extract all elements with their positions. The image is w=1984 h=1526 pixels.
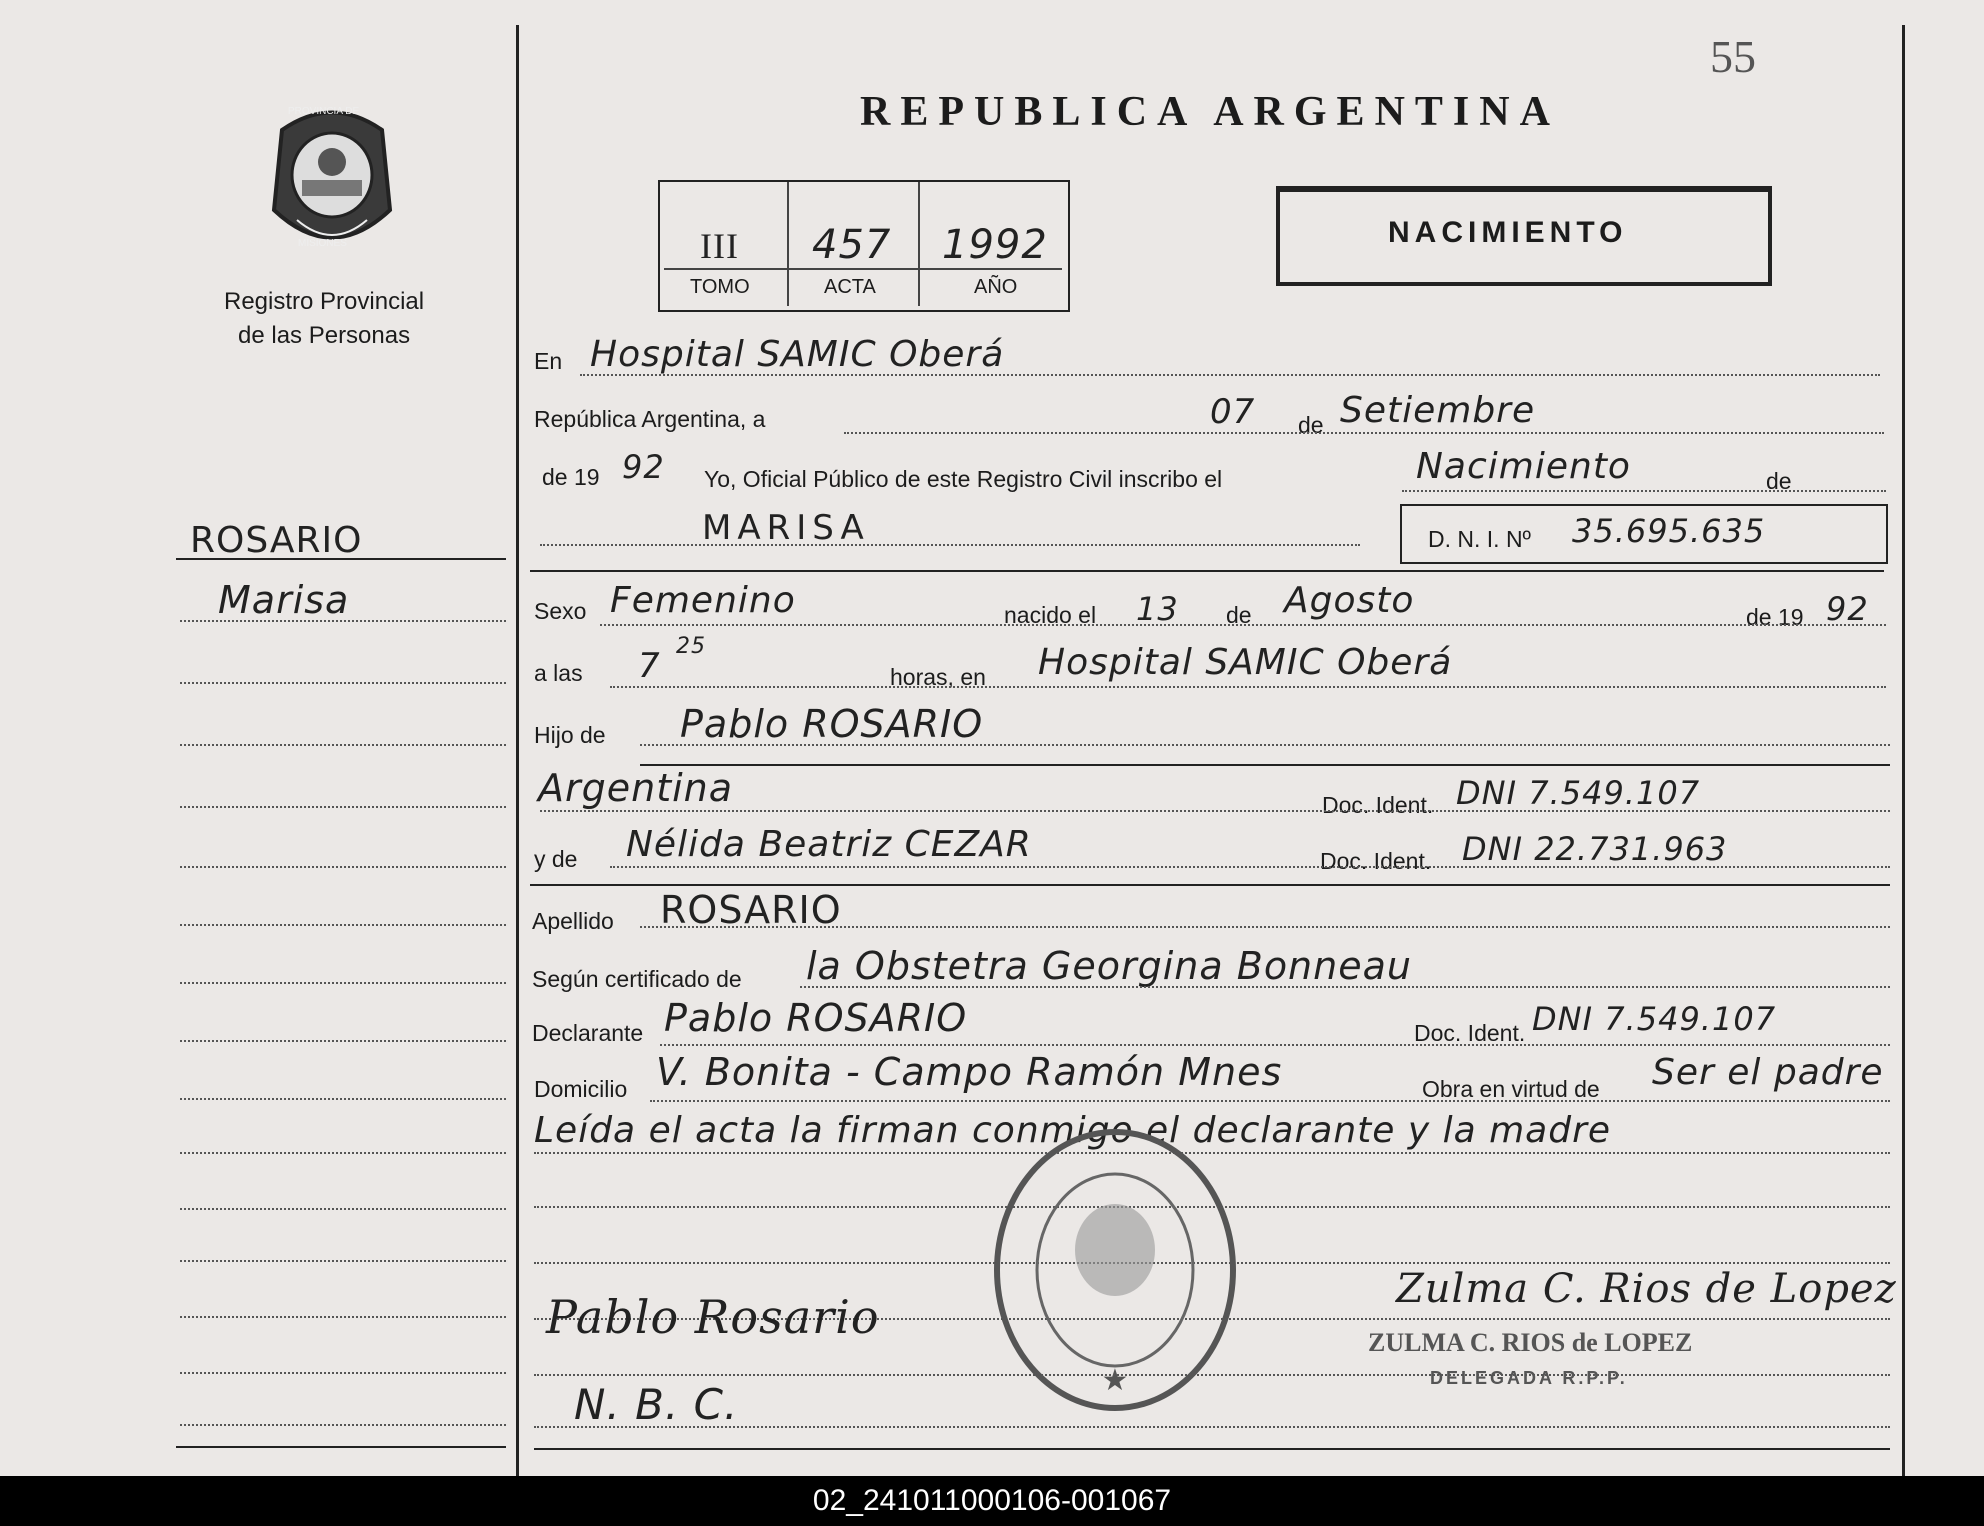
ano-label: AÑO — [974, 276, 1018, 298]
ano-value: 1992 — [942, 222, 1048, 268]
label-horas-en: horas, en — [890, 664, 986, 690]
left-signature: Pablo Rosario — [546, 1290, 880, 1344]
label-a-las: a las — [534, 660, 583, 686]
label-de3: de — [1226, 602, 1252, 628]
father-name: Pablo ROSARIO — [680, 702, 984, 746]
left-initials: N. B. C. — [574, 1380, 739, 1429]
label-de-19b: de 19 — [1746, 604, 1804, 630]
surname: ROSARIO — [660, 888, 842, 932]
sex: Femenino — [610, 580, 796, 621]
label-de2: de — [1766, 468, 1792, 494]
left-column-divider — [516, 25, 519, 1476]
father-nationality: Argentina — [538, 766, 734, 810]
month: Setiembre — [1340, 390, 1536, 431]
margin-surname: ROSARIO — [190, 520, 363, 561]
tomo-label: TOMO — [690, 276, 750, 298]
record-type: NACIMIENTO — [1388, 216, 1628, 249]
label-apellido: Apellido — [532, 908, 614, 934]
right-signature: Zulma C. Rios de Lopez — [1396, 1266, 1897, 1312]
by-virtue-of: Ser el padre — [1652, 1052, 1884, 1093]
label-doc-ident-father: Doc. Ident. — [1322, 792, 1434, 818]
acta-value: 457 — [812, 222, 892, 268]
label-yo-oficial: Yo, Oficial Público de este Registro Civil inscribo el — [704, 466, 1223, 492]
tomo-value: III — [700, 226, 739, 266]
dni-number: 35.695.635 — [1572, 512, 1766, 550]
footer-caption: 02_241011000106-001067 — [0, 1476, 1984, 1526]
label-doc-ident-declarant: Doc. Ident. — [1414, 1020, 1526, 1046]
mother-name: Nélida Beatriz CEZAR — [626, 824, 1032, 865]
birth-month: Agosto — [1284, 580, 1415, 621]
seal-label-top: PROVINCIA DE — [288, 106, 360, 117]
seal-label-bottom: MISIONES — [298, 238, 347, 249]
label-de1: de — [1298, 412, 1324, 438]
right-border — [1902, 25, 1905, 1476]
label-sexo: Sexo — [534, 598, 587, 624]
acta-label: ACTA — [824, 276, 876, 298]
day: 07 — [1210, 392, 1256, 432]
label-en: En — [534, 348, 563, 374]
svg-text:★: ★ — [1101, 1364, 1129, 1397]
declarant-name: Pablo ROSARIO — [664, 996, 968, 1040]
declarant-doc: DNI 7.549.107 — [1532, 1000, 1777, 1038]
margin-given-name: Marisa — [218, 578, 350, 622]
label-nacido-el: nacido el — [1004, 602, 1097, 628]
label-doc-ident-mother: Doc. Ident. — [1320, 848, 1432, 874]
hour: 7 — [638, 646, 661, 686]
page-number: 55 — [1710, 31, 1756, 82]
country-title: REPUBLICA ARGENTINA — [860, 89, 1560, 135]
label-domicilio: Domicilio — [534, 1076, 628, 1102]
oval-registry-stamp — [980, 1120, 1250, 1420]
closing-statement: Leída el acta la firman conmigo el declarante y la madre — [534, 1110, 1612, 1151]
act-type: Nacimiento — [1416, 446, 1631, 487]
year-suffix: 92 — [622, 448, 665, 486]
stamp-title: DELEGADA R.P.P. — [1430, 1368, 1628, 1388]
label-declarante: Declarante — [532, 1020, 644, 1046]
father-doc: DNI 7.549.107 — [1456, 774, 1701, 812]
minutes: 25 — [676, 634, 706, 659]
label-de-19: de 19 — [542, 464, 600, 490]
registrant-name: MARISA — [702, 508, 870, 548]
label-republica: República Argentina, a — [534, 406, 766, 432]
province-seal — [262, 100, 402, 260]
agency-name-line2: de las Personas — [238, 322, 411, 349]
birth-year-suffix: 92 — [1826, 590, 1869, 628]
address: V. Bonita - Campo Ramón Mnes — [656, 1050, 1283, 1094]
birth-day: 13 — [1136, 590, 1179, 628]
label-obra: Obra en virtud de — [1422, 1076, 1600, 1102]
label-hijo-de: Hijo de — [534, 722, 606, 748]
label-dni: D. N. I. Nº — [1428, 526, 1531, 552]
place: Hospital SAMIC Oberá — [590, 334, 1005, 375]
agency-name-line1: Registro Provincial — [224, 288, 425, 315]
stamp-name: ZULMA C. RIOS de LOPEZ — [1368, 1328, 1693, 1357]
label-y-de: y de — [534, 846, 578, 872]
mother-doc: DNI 22.731.963 — [1462, 830, 1728, 868]
certificate-by: la Obstetra Georgina Bonneau — [806, 944, 1412, 988]
birth-place: Hospital SAMIC Oberá — [1038, 642, 1453, 683]
label-segun: Según certificado de — [532, 966, 742, 992]
